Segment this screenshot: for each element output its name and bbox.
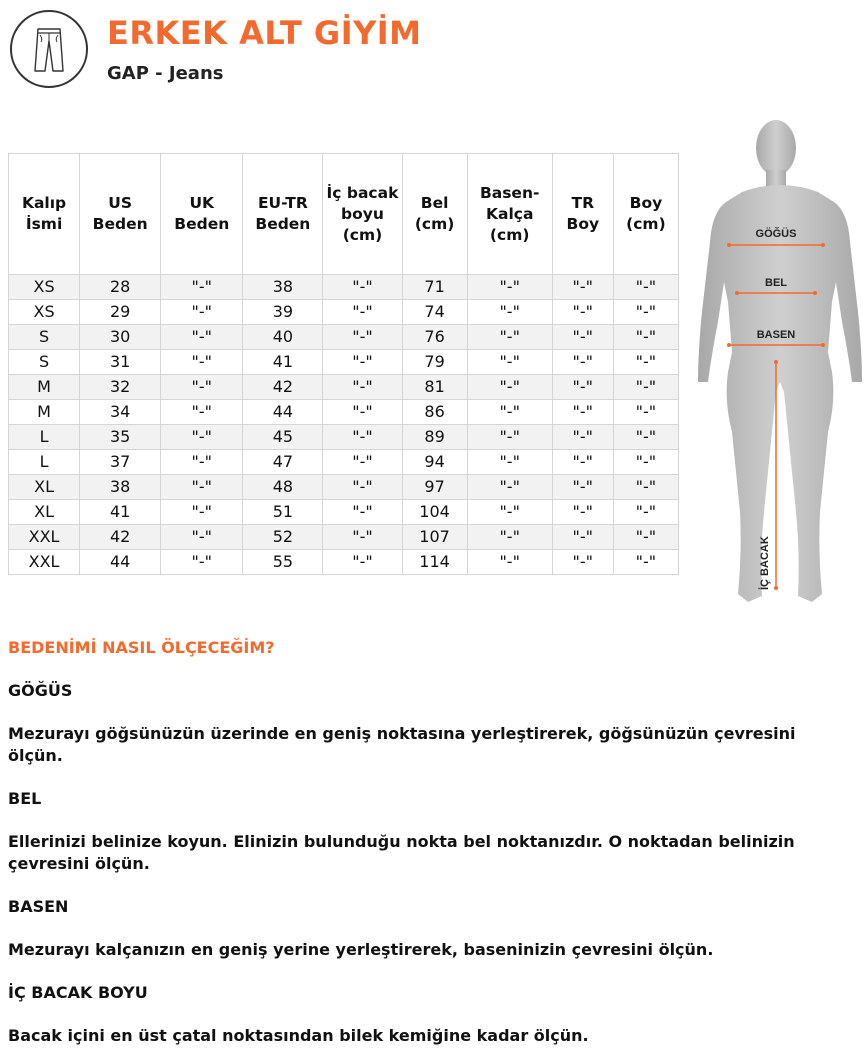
col-header-tr-boy: TR Boy [552,154,613,275]
table-cell: XL [9,500,80,525]
guide-heading: BEL [8,789,42,808]
table-row [9,425,679,450]
table-cell: 40 [243,325,323,350]
table-cell: M [9,400,80,425]
measurement-guide [8,636,808,1049]
table-row [9,450,679,475]
table-cell: 76 [402,325,467,350]
table-cell: "-" [161,300,243,325]
guide-text: Mezurayı kalçanızın en geniş yerine yerleştirerek, baseninizin çevresini ölçün. [8,940,714,959]
table-cell: "-" [467,475,552,500]
table-cell: 44 [243,400,323,425]
table-cell: S [9,350,80,375]
table-cell: "-" [613,325,678,350]
table-cell: "-" [467,450,552,475]
chest-label: GÖĞÜS [755,228,797,240]
page-title: ERKEK ALT GİYİM [107,14,422,52]
table-cell: "-" [552,350,613,375]
table-cell: "-" [161,425,243,450]
table-cell: 81 [402,375,467,400]
table-cell: 42 [243,375,323,400]
col-header-uk: UK Beden [161,154,243,275]
table-cell: 38 [243,275,323,300]
table-cell: "-" [161,500,243,525]
table-cell: "-" [552,400,613,425]
col-header-us: US Beden [80,154,161,275]
table-cell: "-" [161,475,243,500]
table-cell: "-" [323,425,402,450]
body-measurement-figure [698,112,863,612]
table-cell: "-" [323,550,402,575]
table-cell: 71 [402,275,467,300]
table-cell: XXL [9,550,80,575]
table-cell: XS [9,300,80,325]
table-cell: "-" [467,500,552,525]
table-cell: "-" [613,350,678,375]
table-cell: 55 [243,550,323,575]
table-cell: "-" [467,325,552,350]
guide-section-chest [8,680,808,767]
col-header-ic-bacak: İç bacak boyu (cm) [323,154,402,275]
table-cell: 28 [80,275,161,300]
table-cell: "-" [613,275,678,300]
table-cell: 38 [80,475,161,500]
inseam-label: İÇ BACAK [759,536,771,590]
table-cell: "-" [613,400,678,425]
table-cell: 107 [402,525,467,550]
table-row [9,525,679,550]
guide-section-waist [8,788,808,875]
table-cell: 114 [402,550,467,575]
guide-text: Ellerinizi belinize koyun. Elinizin bulunduğu nokta bel noktanızdır. O noktadan belinizin çevresini ölçün. [8,832,795,873]
table-cell: 42 [80,525,161,550]
table-cell: "-" [552,450,613,475]
table-cell: "-" [161,375,243,400]
guide-text: Mezurayı göğsünüzün üzerinde en geniş noktasına yerleştirerek, göğsünüzün çevresini ölçün. [8,724,796,765]
table-row [9,350,679,375]
table-cell: "-" [552,300,613,325]
table-cell: "-" [323,525,402,550]
table-cell: 48 [243,475,323,500]
table-cell: 89 [402,425,467,450]
table-cell: "-" [613,425,678,450]
table-cell: "-" [613,450,678,475]
hip-label: BASEN [756,329,796,341]
table-cell: "-" [323,300,402,325]
guide-text: Bacak içini en üst çatal noktasından bilek kemiğine kadar ölçün. [8,1026,589,1045]
guide-heading: İÇ BACAK BOYU [8,983,148,1002]
table-cell: XL [9,475,80,500]
table-cell: 41 [243,350,323,375]
table-cell: 51 [243,500,323,525]
table-row [9,325,679,350]
guide-section-inseam [8,982,808,1047]
col-header-eu-tr: EU-TR Beden [243,154,323,275]
pants-icon [31,27,67,73]
table-cell: L [9,450,80,475]
guide-section-hip [8,896,808,961]
table-cell: XXL [9,525,80,550]
table-cell: "-" [613,300,678,325]
table-cell: "-" [161,275,243,300]
chest-measure [727,227,825,247]
col-header-basen: Basen-Kalça (cm) [467,154,552,275]
table-cell: "-" [467,350,552,375]
table-cell: 74 [402,300,467,325]
logo [10,10,88,88]
table-cell: "-" [323,500,402,525]
table-cell: "-" [161,450,243,475]
table-cell: 35 [80,425,161,450]
table-cell: "-" [552,325,613,350]
table-cell: "-" [613,375,678,400]
table-cell: "-" [552,550,613,575]
table-cell: "-" [323,325,402,350]
table-cell: "-" [552,375,613,400]
table-cell: 37 [80,450,161,475]
guide-heading: GÖĞÜS [8,681,73,700]
table-cell: "-" [161,525,243,550]
table-cell: 29 [80,300,161,325]
table-cell: "-" [467,425,552,450]
table-cell: 97 [402,475,467,500]
table-cell: "-" [467,275,552,300]
table-cell: 31 [80,350,161,375]
table-cell: "-" [552,275,613,300]
table-cell: "-" [323,350,402,375]
table-row [9,375,679,400]
table-row [9,275,679,300]
table-row [9,500,679,525]
table-cell: "-" [552,425,613,450]
table-cell: "-" [161,400,243,425]
waist-label: BEL [765,277,787,289]
table-cell: 34 [80,400,161,425]
guide-heading: BASEN [8,897,69,916]
page-subtitle: GAP - Jeans [107,63,224,84]
table-row [9,550,679,575]
table-cell: "-" [613,525,678,550]
waist-measure [735,277,817,295]
table-cell: "-" [161,550,243,575]
inseam-measure [758,360,778,590]
table-cell: 32 [80,375,161,400]
table-cell: "-" [323,400,402,425]
table-cell: "-" [613,550,678,575]
table-cell: "-" [323,475,402,500]
table-cell: XS [9,275,80,300]
table-cell: S [9,325,80,350]
hip-measure [727,329,825,347]
size-table [8,153,679,575]
table-cell: M [9,375,80,400]
table-row [9,400,679,425]
table-cell: "-" [613,475,678,500]
table-row [9,300,679,325]
table-cell: "-" [552,500,613,525]
table-cell: "-" [467,300,552,325]
measurement-overlay [698,112,863,612]
table-cell: "-" [613,500,678,525]
table-cell: "-" [467,375,552,400]
table-cell: 104 [402,500,467,525]
table-cell: 52 [243,525,323,550]
guide-title: BEDENİMİ NASIL ÖLÇECEĞİM? [8,638,275,657]
table-cell: "-" [161,350,243,375]
table-cell: "-" [323,375,402,400]
table-cell: "-" [552,475,613,500]
table-cell: "-" [467,550,552,575]
page-header [10,10,810,90]
col-header-boy: Boy (cm) [613,154,678,275]
table-cell: 45 [243,425,323,450]
table-cell: "-" [323,275,402,300]
table-header-row [9,154,679,275]
table-cell: "-" [161,325,243,350]
table-cell: 47 [243,450,323,475]
table-cell: "-" [467,400,552,425]
table-cell: 44 [80,550,161,575]
col-header-bel: Bel (cm) [402,154,467,275]
table-cell: 94 [402,450,467,475]
table-cell: 39 [243,300,323,325]
col-header-kalip: Kalıp İsmi [9,154,80,275]
table-cell: 41 [80,500,161,525]
table-cell: 30 [80,325,161,350]
table-cell: "-" [467,525,552,550]
table-cell: L [9,425,80,450]
table-cell: "-" [552,525,613,550]
table-cell: 79 [402,350,467,375]
table-cell: "-" [323,450,402,475]
table-cell: 86 [402,400,467,425]
table-row [9,475,679,500]
